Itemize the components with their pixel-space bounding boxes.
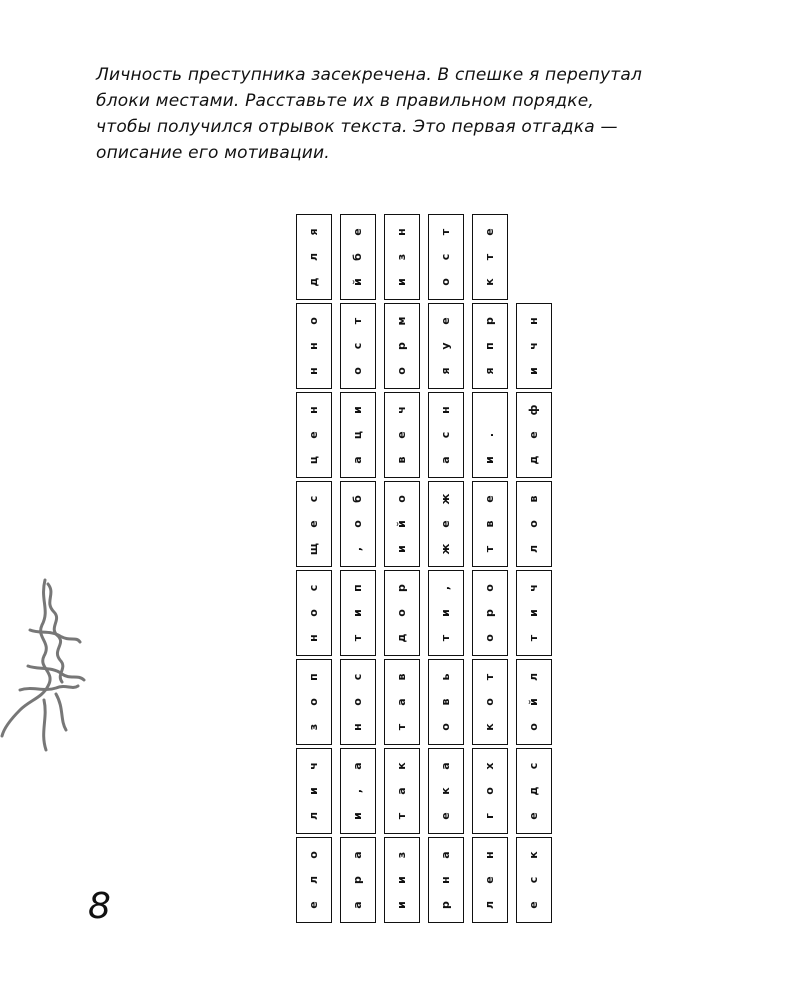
letter-block [472,214,508,300]
block-letter: н [439,876,452,884]
block-letter: е [439,520,452,528]
letter-block [472,659,508,745]
block-letter: о [307,609,320,617]
block-letter: е [307,520,320,528]
letter-block [472,481,508,567]
letter-block [340,481,376,567]
block-letter: п [483,342,496,350]
block-letter: н [307,367,320,375]
signature-scribble [0,570,90,760]
instructions [96,62,746,166]
block-letter: в [483,520,496,528]
block-letter: с [527,762,540,770]
block-letter: о [483,787,496,795]
letter-block [516,659,552,745]
instruction-line: описание его мотивации. [96,143,330,163]
block-letter: ч [307,762,320,770]
block-letter: н [439,406,452,414]
block-letter: о [483,584,496,592]
block-letter: щ [307,542,320,556]
block-letter: н [307,342,320,350]
block-letter: л [307,252,320,262]
letter-block [516,837,552,923]
block-letter: а [351,456,364,464]
block-letter: а [351,851,364,859]
block-letter: о [483,634,496,642]
block-letter: и [395,876,408,884]
letter-block [340,570,376,656]
letter-block [428,214,464,300]
block-letter: е [483,495,496,503]
block-letter: о [395,495,408,503]
letter-block [428,659,464,745]
letter-block [428,837,464,923]
block-letter: т [439,634,452,642]
block-letter: т [351,634,364,642]
block-letter: е [527,812,540,820]
block-letter: н [395,228,408,236]
letter-block [384,748,420,834]
block-letter: е [483,876,496,884]
block-letter: я [307,228,320,236]
block-letter: и [351,609,364,617]
block-letter: с [307,584,320,592]
letter-block [340,392,376,478]
block-letter: и [351,812,364,820]
block-letter: ф [527,404,540,416]
block-letter: к [483,723,496,731]
letter-block [428,481,464,567]
block-letter: е [483,228,496,236]
block-letter: з [395,253,408,261]
block-letter: ц [307,455,320,465]
letter-block [384,214,420,300]
letter-block [428,303,464,389]
block-row [296,659,562,748]
letter-block [296,303,332,389]
block-letter: й [351,278,364,286]
block-letter: у [439,342,452,350]
block-letter: н [351,723,364,731]
block-letter: е [307,901,320,909]
block-row [296,570,562,659]
block-letter: т [395,812,408,820]
block-letter: и [351,406,364,414]
letter-block [296,570,332,656]
block-letter: н [307,634,320,642]
block-letter: р [351,876,364,884]
block-letter: . [483,432,496,438]
letter-block [472,570,508,656]
letter-block [428,570,464,656]
block-row [296,748,562,837]
block-letter: й [527,698,540,706]
block-letter: е [439,317,452,325]
block-letter: с [527,876,540,884]
block-letter: а [439,851,452,859]
block-letter: б [351,495,364,503]
letter-block [472,392,508,478]
block-letter: а [395,787,408,795]
block-letter: а [395,698,408,706]
block-letter: о [307,317,320,325]
letter-block [296,214,332,300]
letter-block [516,570,552,656]
block-letter: о [395,367,408,375]
block-letter: р [483,609,496,617]
block-letter: ь [439,673,452,681]
block-letter: л [527,544,540,554]
block-letter: з [395,851,408,859]
block-letter: з [307,723,320,731]
block-letter: н [527,317,540,325]
block-letter: о [351,698,364,706]
letter-block [340,659,376,745]
block-letter: о [439,723,452,731]
block-letter: ц [351,430,364,440]
block-letter: т [483,545,496,553]
block-letter: с [439,253,452,261]
letter-block [340,837,376,923]
letter-block [472,303,508,389]
block-row [296,481,562,570]
block-letter: л [527,672,540,682]
block-letter: и [395,545,408,553]
block-letter: л [307,875,320,885]
block-letter: е [307,431,320,439]
block-row [296,392,562,481]
block-letter: и [483,456,496,464]
letter-block [340,214,376,300]
block-letter: в [439,698,452,706]
letter-block [384,392,420,478]
letter-block [340,303,376,389]
block-letter: т [439,228,452,236]
block-letter: с [351,342,364,350]
block-letter: т [483,673,496,681]
block-letter: д [395,633,408,643]
block-letter: д [307,277,320,287]
instruction-line: блоки местами. Расставьте их в правильном порядке, [96,91,594,111]
block-letter: а [439,456,452,464]
block-letter: т [351,317,364,325]
block-letter: х [483,762,496,770]
letter-block-grid [296,214,562,926]
block-letter: я [483,367,496,375]
block-letter: р [395,584,408,592]
block-letter: с [307,495,320,503]
letter-block [296,748,332,834]
block-letter: о [483,698,496,706]
block-row [296,214,562,303]
instruction-line: Личность преступника засекречена. В спешке я перепутал [96,65,643,85]
letter-block [384,303,420,389]
letter-block [428,392,464,478]
block-letter: к [439,787,452,795]
block-row [296,837,562,926]
block-letter: ж [439,543,452,555]
block-letter: а [351,762,364,770]
letter-block [516,303,552,389]
block-letter: ж [439,493,452,505]
page-number: 8 [88,886,111,927]
block-letter: , [439,585,452,591]
letter-block [384,481,420,567]
block-letter: о [527,723,540,731]
letter-block [296,481,332,567]
block-letter: ч [527,584,540,592]
block-letter: о [351,520,364,528]
block-letter: о [395,609,408,617]
letter-block [340,748,376,834]
letter-block [296,837,332,923]
block-letter: м [395,316,408,326]
letter-block [472,748,508,834]
letter-block [384,570,420,656]
block-letter: л [483,900,496,910]
block-letter: р [395,342,408,350]
letter-block [296,392,332,478]
block-letter: , [351,788,364,794]
block-letter: ч [527,342,540,350]
block-letter: к [395,762,408,770]
block-letter: д [527,786,540,796]
block-letter: б [351,253,364,261]
block-letter: п [351,584,364,592]
letter-block [384,659,420,745]
letter-block [384,837,420,923]
block-letter: с [351,673,364,681]
block-letter: о [439,278,452,286]
block-letter: р [483,317,496,325]
block-letter: л [307,811,320,821]
block-letter: с [439,431,452,439]
block-letter: н [307,406,320,414]
block-letter: в [395,673,408,681]
block-letter: и [395,901,408,909]
instruction-line: чтобы получился отрывок текста. Это первая отгадка — [96,117,618,137]
block-letter: е [351,228,364,236]
block-letter: в [527,495,540,503]
block-letter: я [439,367,452,375]
block-letter: е [527,901,540,909]
block-letter: к [483,278,496,286]
block-letter: к [527,851,540,859]
block-letter: й [395,520,408,528]
letter-block [516,392,552,478]
block-letter: е [527,431,540,439]
block-letter: т [395,723,408,731]
letter-block [516,748,552,834]
letter-block [296,659,332,745]
block-row [296,303,562,392]
block-letter: о [307,698,320,706]
block-letter: и [527,609,540,617]
block-letter: о [307,851,320,859]
block-letter: п [307,673,320,681]
block-letter: д [527,455,540,465]
block-letter: , [351,546,364,552]
block-letter: и [527,367,540,375]
block-letter: т [527,634,540,642]
block-letter: и [307,787,320,795]
block-letter: т [483,253,496,261]
block-letter: р [439,901,452,909]
block-letter: н [483,851,496,859]
block-letter: г [483,813,496,819]
block-letter: е [395,431,408,439]
block-letter: о [351,367,364,375]
block-letter: е [439,812,452,820]
letter-block [472,837,508,923]
block-letter: и [395,278,408,286]
letter-block [516,481,552,567]
block-letter: в [395,456,408,464]
block-letter: ч [395,406,408,414]
block-letter: о [527,520,540,528]
block-letter: а [351,901,364,909]
block-letter: а [439,762,452,770]
block-letter: и [439,609,452,617]
letter-block [428,748,464,834]
